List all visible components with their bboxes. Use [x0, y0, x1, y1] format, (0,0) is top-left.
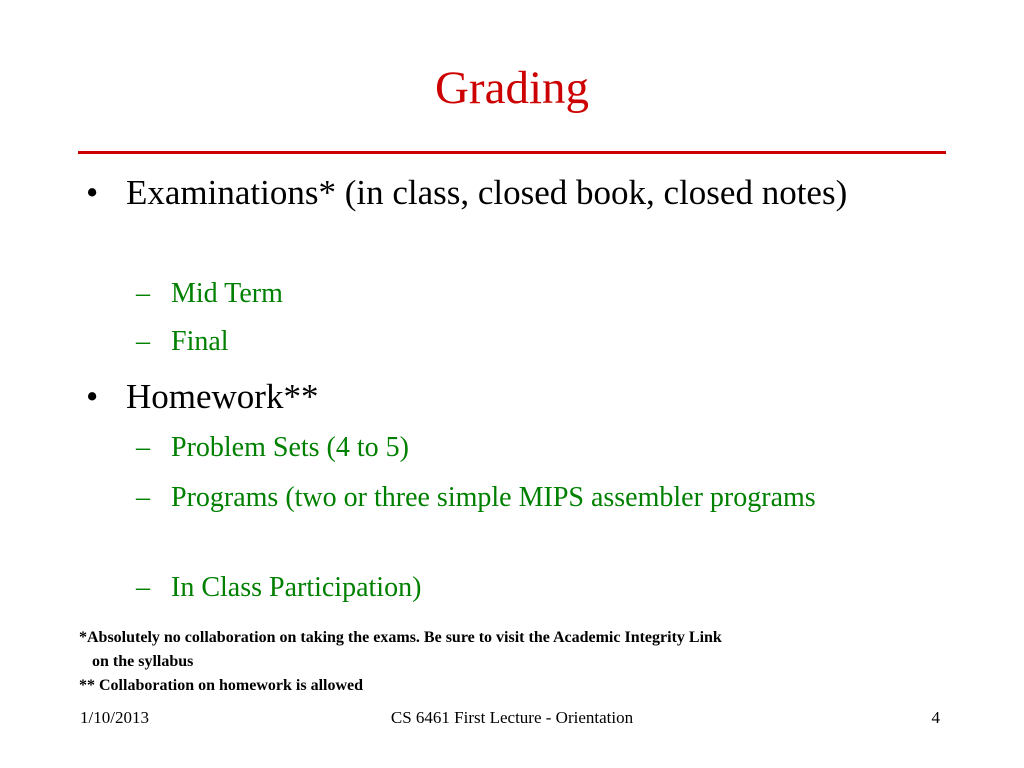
sub-item-text: Problem Sets (4 to 5)	[171, 432, 409, 463]
sub-item-text: Programs (two or three simple MIPS assembler programs	[171, 482, 816, 513]
footer-title: CS 6461 First Lecture - Orientation	[390, 708, 634, 727]
bullet-glyph: •	[86, 377, 99, 416]
dash-glyph: –	[136, 326, 150, 357]
dash-glyph: –	[136, 572, 150, 603]
dash-glyph: –	[136, 432, 150, 463]
dash-glyph: –	[136, 482, 150, 513]
footer-date: 1/10/2013	[80, 708, 149, 727]
bullet-glyph: •	[86, 173, 99, 212]
sub-item-text: Mid Term	[171, 278, 283, 309]
footnotes	[79, 626, 959, 698]
footnote-exams: *Absolutely no collaboration on taking the exams. Be sure to visit the Academic Integrity Link	[79, 629, 722, 646]
footnote-exams-cont: on the syllabus	[92, 653, 194, 670]
bullet-text: Homework**	[126, 377, 319, 416]
dash-glyph: –	[136, 278, 150, 309]
footnote-homework: ** Collaboration on homework is allowed	[79, 677, 364, 694]
sub-item-text: Final	[171, 326, 229, 357]
sub-item-text: In Class Participation)	[171, 572, 422, 603]
page-number: 4	[931, 708, 940, 727]
bullet-text: Examinations* (in class, closed book, closed notes)	[126, 173, 848, 212]
slide-title: Grading	[434, 62, 589, 114]
